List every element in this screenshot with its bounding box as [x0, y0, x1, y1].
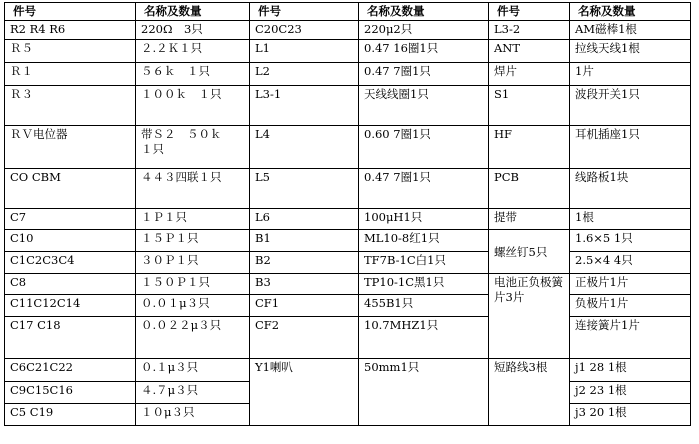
- desc-cell: TF7B-1C白1只: [359, 252, 489, 274]
- desc-cell: 0.60 7圈1只: [359, 126, 489, 169]
- part-cell: 焊片: [489, 63, 570, 86]
- desc-cell: 耳机插座1只: [570, 126, 691, 169]
- desc-cell: 220Ω 3只: [136, 21, 250, 40]
- desc-cell: 正极片1片: [570, 274, 691, 295]
- desc-cell: 带Ｓ２ ５０ｋ １只: [136, 126, 250, 169]
- desc-cell: 2.5×4 4只: [570, 252, 691, 274]
- part-cell: B3: [250, 274, 359, 295]
- desc-cell: １５０Ｐ１只: [136, 274, 250, 295]
- desc-cell: 0.47 7圈1只: [359, 169, 489, 209]
- desc-cell: 100μH1只: [359, 209, 489, 230]
- part-cell: Y1喇叭: [250, 359, 359, 426]
- part-cell: S1: [489, 86, 570, 126]
- part-cell: HF: [489, 126, 570, 169]
- part-cell: 螺丝钉5只: [489, 230, 570, 274]
- table-row: [5, 21, 691, 40]
- desc-cell: 220μ2只: [359, 21, 489, 40]
- desc-cell: AM磁棒1根: [570, 21, 691, 40]
- table-row: [5, 295, 691, 317]
- table-row: [5, 63, 691, 86]
- part-cell: C17 C18: [5, 317, 136, 359]
- desc-cell: ０.０２２μ３只: [136, 317, 250, 359]
- part-cell: Ｒ３: [5, 86, 136, 126]
- header-row: [5, 3, 691, 21]
- part-cell: ANT: [489, 40, 570, 63]
- desc-cell: 波段开关1只: [570, 86, 691, 126]
- desc-cell: １５Ｐ１只: [136, 230, 250, 252]
- part-cell: C8: [5, 274, 136, 295]
- part-cell: B1: [250, 230, 359, 252]
- desc-cell: ５６ｋ １只: [136, 63, 250, 86]
- desc-cell: 1.6×5 1只: [570, 230, 691, 252]
- part-cell: C1C2C3C4: [5, 252, 136, 274]
- table-row: [5, 40, 691, 63]
- desc-cell: １０μ３只: [136, 404, 250, 426]
- header-desc-1: 名称及数量: [136, 3, 250, 21]
- desc-cell: 拉线天线1根: [570, 40, 691, 63]
- desc-cell: 50mm1只: [359, 359, 489, 426]
- part-cell: L6: [250, 209, 359, 230]
- desc-cell: ４４３四联１只: [136, 169, 250, 209]
- part-cell: Ｒ１: [5, 63, 136, 86]
- desc-cell: 0.47 16圈1只: [359, 40, 489, 63]
- desc-cell: 线路板1块: [570, 169, 691, 209]
- table-row: [5, 252, 691, 274]
- part-cell: Ｒ５: [5, 40, 136, 63]
- part-cell: C11C12C14: [5, 295, 136, 317]
- desc-cell: ３０Ｐ１只: [136, 252, 250, 274]
- part-cell: CF1: [250, 295, 359, 317]
- desc-cell: ２.２Ｋ１只: [136, 40, 250, 63]
- desc-cell: １Ｐ１只: [136, 209, 250, 230]
- header-part-2: 件号: [250, 3, 359, 21]
- part-cell: L5: [250, 169, 359, 209]
- desc-cell: 10.7MHZ1只: [359, 317, 489, 359]
- table-row: [5, 274, 691, 295]
- part-cell: 电池正负极簧片3片: [489, 274, 570, 359]
- header-part-1: 件号: [5, 3, 136, 21]
- table-row: [5, 230, 691, 252]
- desc-cell: 0.47 7圈1只: [359, 63, 489, 86]
- part-cell: C10: [5, 230, 136, 252]
- desc-cell: 负极片1片: [570, 295, 691, 317]
- table-row: [5, 359, 691, 382]
- part-cell: R2 R4 R6: [5, 21, 136, 40]
- table-row: [5, 126, 691, 169]
- desc-cell: 天线线圈1只: [359, 86, 489, 126]
- desc-cell: 1片: [570, 63, 691, 86]
- desc-cell: j2 23 1根: [570, 382, 691, 404]
- part-cell: CF2: [250, 317, 359, 359]
- table-row: [5, 317, 691, 359]
- part-cell: C20C23: [250, 21, 359, 40]
- desc-cell: ０.１μ３只: [136, 359, 250, 382]
- part-cell: C7: [5, 209, 136, 230]
- table-row: [5, 169, 691, 209]
- part-cell: B2: [250, 252, 359, 274]
- part-cell: L1: [250, 40, 359, 63]
- desc-cell: j1 28 1根: [570, 359, 691, 382]
- header-desc-2: 名称及数量: [359, 3, 489, 21]
- part-cell: L2: [250, 63, 359, 86]
- part-cell: 短路线3根: [489, 359, 570, 426]
- part-cell: C5 C19: [5, 404, 136, 426]
- desc-cell: ０.０１μ３只: [136, 295, 250, 317]
- part-cell: L3-1: [250, 86, 359, 126]
- part-cell: CO CBM: [5, 169, 136, 209]
- desc-cell: 1根: [570, 209, 691, 230]
- desc-cell: ML10-8红1只: [359, 230, 489, 252]
- header-part-3: 件号: [489, 3, 570, 21]
- desc-cell: ４.７μ３只: [136, 382, 250, 404]
- part-cell: ＲＶ电位器: [5, 126, 136, 169]
- header-desc-3: 名称及数量: [570, 3, 691, 21]
- desc-cell: 连接簧片1片: [570, 317, 691, 359]
- part-cell: C6C21C22: [5, 359, 136, 382]
- desc-cell: TP10-1C黑1只: [359, 274, 489, 295]
- part-cell: C9C15C16: [5, 382, 136, 404]
- parts-table: [4, 2, 691, 426]
- part-cell: 提带: [489, 209, 570, 230]
- part-cell: PCB: [489, 169, 570, 209]
- part-cell: L4: [250, 126, 359, 169]
- desc-cell: １００ｋ １只: [136, 86, 250, 126]
- table-row: [5, 209, 691, 230]
- desc-cell: 455B1只: [359, 295, 489, 317]
- desc-cell: j3 20 1根: [570, 404, 691, 426]
- table-row: [5, 86, 691, 126]
- part-cell: L3-2: [489, 21, 570, 40]
